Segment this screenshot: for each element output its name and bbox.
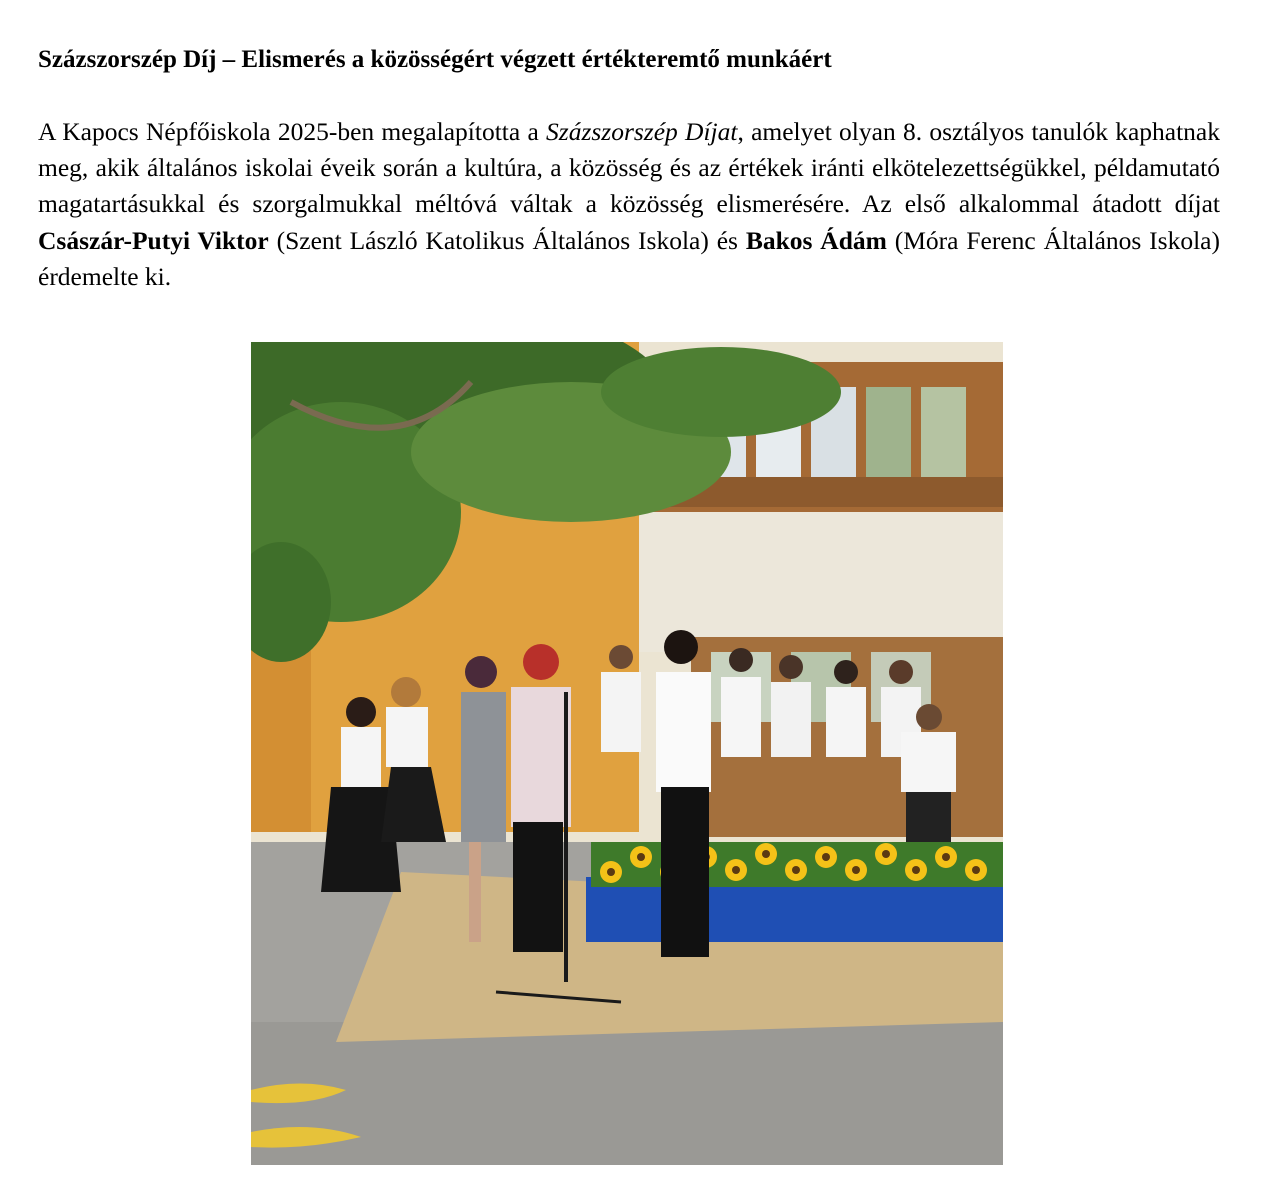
ceremony-photo [251,342,1003,1165]
body-paragraph [38,114,1220,295]
recipient-name-2: Bakos Ádám [745,225,887,255]
page-title: Százszorszép Díj – Elismerés a közösségért végzett értékteremtő munkáért [38,46,832,73]
paragraph-text-3: (Szent László Katolikus Általános Iskola) és [268,225,746,255]
paragraph-text-2: , amelyet olyan 8. osztályos tanulók kaphatnak meg, akik általános iskolai éveik során a kultúra, a közösség és az értékek iránti elkötelezettségükkel, példamutató magatartásukkal és szorgalmukkal méltóvá váltak a közösség elismerésére. Az első alkalommal átadott díjat [38,117,1220,219]
paragraph-text-4: (Móra Ferenc Általános Iskola) érdemelte ki. [38,225,1220,291]
recipient-name-1: Császár-Putyi Viktor [38,225,269,255]
award-name: Százszorszép Díjat [546,117,738,146]
ceremony-illustration [251,342,1003,1165]
paragraph-text-1: A Kapocs Népfőiskola 2025-ben megalapította a [38,117,547,146]
sunflower-row [591,842,1003,887]
